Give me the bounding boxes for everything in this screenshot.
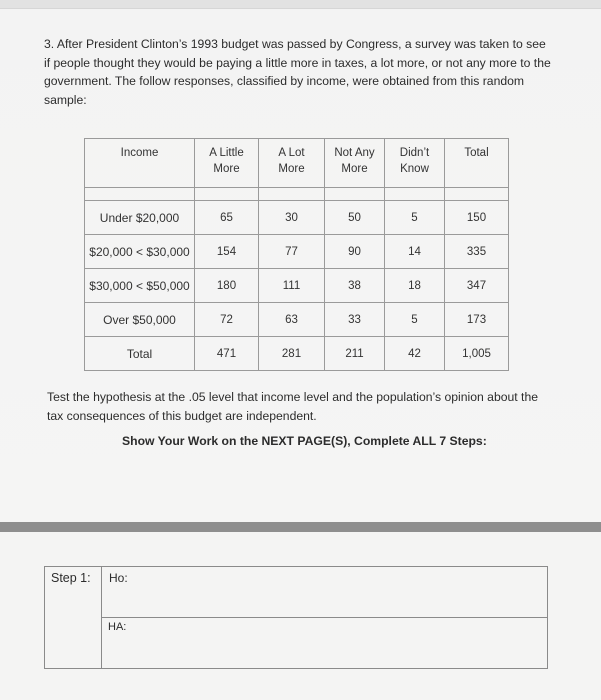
step-divider-horizontal: [102, 617, 547, 618]
row-label: Under $20,000: [85, 201, 195, 235]
cell-total: 1,005: [445, 337, 509, 371]
header-a-little-more: A Little More: [195, 139, 259, 188]
cell-didnt-know: 42: [385, 337, 445, 371]
hypothesis-text: Test the hypothesis at the .05 level that income level and the population’s opinion about the tax consequences of this budget are independent.: [47, 390, 538, 423]
row-label: Over $50,000: [85, 303, 195, 337]
cell-a-little: 180: [195, 269, 259, 303]
header-didnt-know: Didn’t Know: [385, 139, 445, 188]
cell-didnt-know: 5: [385, 303, 445, 337]
cell-a-lot: 281: [259, 337, 325, 371]
cell-a-lot: 63: [259, 303, 325, 337]
table-total-row: [85, 337, 509, 371]
question-text: 3. After President Clinton’s 1993 budget was passed by Congress, a survey was taken to see if people thought they would be paying a little more in taxes, a lot more, or not any more to the government. The follow responses, classified by income, were obtained from this random sample:: [44, 37, 551, 107]
cell-a-lot: 77: [259, 235, 325, 269]
cell-a-little: 154: [195, 235, 259, 269]
cell-a-lot: 111: [259, 269, 325, 303]
cell-total: 150: [445, 201, 509, 235]
step-1-label: Step 1:: [51, 571, 91, 585]
header-a-lot-more: A Lot More: [259, 139, 325, 188]
cell-not-any: 33: [325, 303, 385, 337]
alternative-hypothesis-label: HA:: [108, 621, 127, 633]
table-row: [85, 269, 509, 303]
header-not-any-more: Not Any More: [325, 139, 385, 188]
cell-total: 335: [445, 235, 509, 269]
cell-didnt-know: 5: [385, 201, 445, 235]
cell-not-any: 50: [325, 201, 385, 235]
cell-didnt-know: 18: [385, 269, 445, 303]
table-row: [85, 235, 509, 269]
cell-a-lot: 30: [259, 201, 325, 235]
previous-page-edge: [0, 0, 601, 9]
table-spacer-row: [85, 188, 509, 201]
cell-a-little: 471: [195, 337, 259, 371]
row-label: Total: [85, 337, 195, 371]
null-hypothesis-label: Ho:: [109, 571, 128, 585]
cell-didnt-know: 14: [385, 235, 445, 269]
table-row: [85, 201, 509, 235]
cell-not-any: 90: [325, 235, 385, 269]
cell-total: 173: [445, 303, 509, 337]
cell-not-any: 38: [325, 269, 385, 303]
income-opinion-table: [84, 138, 509, 371]
table-header-row: [85, 139, 509, 188]
table-row: [85, 303, 509, 337]
cell-not-any: 211: [325, 337, 385, 371]
cell-a-little: 65: [195, 201, 259, 235]
step-1-box: [44, 566, 548, 669]
header-income: Income: [85, 139, 195, 188]
cell-total: 347: [445, 269, 509, 303]
header-total: Total: [445, 139, 509, 188]
row-label: $20,000 < $30,000: [85, 235, 195, 269]
instruction-text: Show Your Work on the NEXT PAGE(S), Complete ALL 7 Steps:: [122, 434, 487, 448]
page-separator: [0, 522, 601, 532]
row-label: $30,000 < $50,000: [85, 269, 195, 303]
cell-a-little: 72: [195, 303, 259, 337]
